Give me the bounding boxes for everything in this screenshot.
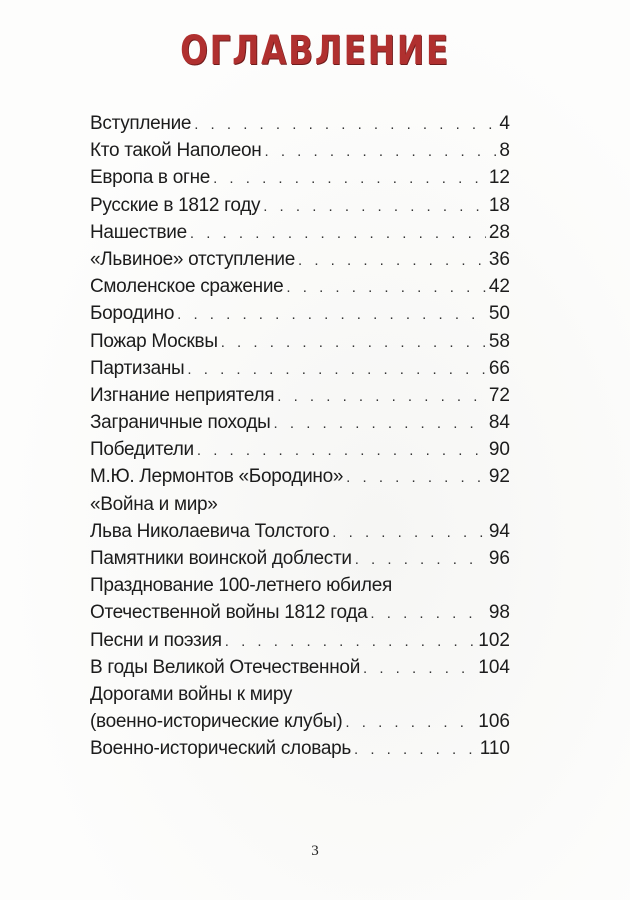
toc-entry-borodino — [90, 300, 510, 327]
toc-leader-dots — [225, 628, 476, 655]
toc-entry-victors — [90, 436, 510, 463]
toc-entry-label: Партизаны — [90, 357, 185, 379]
toc-leader-dots — [264, 138, 496, 165]
page-number: 3 — [311, 843, 319, 859]
toc-entry-war-roads-line1 — [90, 681, 510, 708]
toc-entry-page: 102 — [478, 629, 510, 651]
toc-leader-dots — [370, 600, 485, 627]
toc-entry-label: (военно-исторические клубы) — [90, 711, 343, 733]
table-of-contents — [90, 110, 510, 763]
toc-entry-europe — [90, 164, 510, 191]
toc-entry-label: Заграничные походы — [90, 412, 271, 434]
toc-leader-dots — [177, 301, 486, 328]
toc-entry-great-patriotic — [90, 654, 510, 681]
toc-entry-label: Льва Николаевича Толстого — [90, 520, 330, 542]
toc-leader-dots — [274, 410, 486, 437]
toc-entry-label: Нашествие — [90, 221, 187, 243]
toc-entry-monuments — [90, 545, 510, 572]
toc-entry-page: 106 — [478, 711, 510, 733]
toc-entry-page: 8 — [499, 140, 510, 162]
toc-entry-label: Смоленское сражение — [90, 276, 284, 298]
toc-entry-label: Русские в 1812 году — [90, 194, 261, 216]
toc-entry-smolensk — [90, 273, 510, 300]
toc-leader-dots — [187, 356, 485, 383]
toc-entry-expulsion — [90, 382, 510, 409]
toc-entry-page: 94 — [488, 520, 510, 542]
toc-entry-label: Кто такой Наполеон — [90, 140, 262, 162]
toc-entry-page: 96 — [488, 548, 510, 569]
toc-entry-label: Победители — [90, 439, 194, 461]
toc-leader-dots — [263, 193, 486, 220]
toc-entry-page: 42 — [488, 276, 510, 298]
toc-leader-dots — [345, 709, 475, 736]
toc-leader-dots — [363, 655, 475, 682]
toc-entry-label: Военно-исторический словарь — [90, 738, 351, 760]
toc-entry-page: 104 — [478, 656, 510, 678]
toc-leader-dots — [332, 519, 486, 546]
toc-entry-moscow-fire — [90, 328, 510, 355]
toc-entry-label: Отечественной войны 1812 года — [90, 602, 368, 624]
toc-entry-label: Изгнание неприятеля — [90, 384, 275, 406]
toc-leader-dots — [221, 329, 486, 356]
toc-leader-dots — [298, 247, 486, 274]
toc-entry-label: Песни и поэзия — [90, 629, 222, 651]
toc-entry-page: 36 — [488, 248, 510, 270]
toc-entry-label: Вступление — [90, 113, 192, 134]
toc-entry-page: 12 — [488, 167, 510, 189]
toc-entry-label: В годы Великой Отечественной — [90, 656, 361, 678]
toc-entry-page: 92 — [488, 466, 510, 488]
toc-entry-label: Памятники воинской доблести — [90, 548, 352, 569]
toc-entry-label: М.Ю. Лермонтов «Бородино» — [90, 466, 344, 488]
toc-entry-foreign-campaigns — [90, 409, 510, 436]
toc-entry-label: «Война и мир» — [90, 493, 218, 515]
toc-entry-partisans — [90, 355, 510, 382]
toc-leader-dots — [213, 165, 486, 192]
toc-entry-page: 90 — [488, 439, 510, 461]
toc-entry-dictionary — [90, 735, 510, 762]
toc-entry-russians-1812 — [90, 192, 510, 219]
page-title: ОГЛАВЛЕНИЕ — [180, 28, 450, 74]
toc-entry-label: «Львиное» отступление — [90, 248, 295, 270]
toc-entry-label: Празднование 100-летнего юбилея — [90, 575, 392, 597]
toc-leader-dots — [194, 111, 496, 138]
toc-leader-dots — [286, 274, 485, 301]
toc-entry-page: 110 — [479, 738, 510, 760]
toc-entry-page: 58 — [488, 330, 510, 352]
toc-entry-page: 66 — [488, 357, 510, 379]
toc-entry-napoleon — [90, 137, 510, 164]
toc-entry-centenary-line1 — [90, 572, 510, 599]
toc-entry-invasion — [90, 219, 510, 246]
toc-leader-dots — [355, 546, 486, 573]
toc-entry-label: Дорогами войны к миру — [90, 683, 293, 705]
toc-entry-page: 18 — [488, 194, 510, 216]
toc-leader-dots — [197, 437, 486, 464]
toc-entry-label: Пожар Москвы — [90, 330, 218, 352]
toc-leader-dots — [277, 383, 486, 410]
toc-entry-page: 72 — [488, 384, 510, 406]
toc-entry-page: 98 — [488, 602, 510, 624]
toc-entry-war-and-peace-line2 — [90, 518, 510, 545]
toc-entry-lion-retreat — [90, 246, 510, 273]
toc-leader-dots — [190, 220, 486, 247]
toc-entry-war-and-peace-line1 — [90, 491, 510, 518]
toc-entry-page: 28 — [488, 221, 510, 243]
toc-entry-label: Европа в огне — [90, 167, 211, 189]
toc-entry-war-roads-line2 — [90, 708, 510, 735]
toc-entry-page: 50 — [488, 303, 510, 325]
toc-entry-lermontov — [90, 463, 510, 490]
toc-leader-dots — [354, 736, 477, 763]
toc-entry-page: 4 — [499, 113, 510, 134]
toc-entry-centenary-line2 — [90, 599, 510, 626]
toc-entry-songs-poetry — [90, 627, 510, 654]
toc-entry-label: Бородино — [90, 303, 175, 325]
toc-entry-introduction — [90, 110, 510, 137]
toc-leader-dots — [346, 464, 486, 491]
toc-entry-page: 84 — [488, 412, 510, 434]
